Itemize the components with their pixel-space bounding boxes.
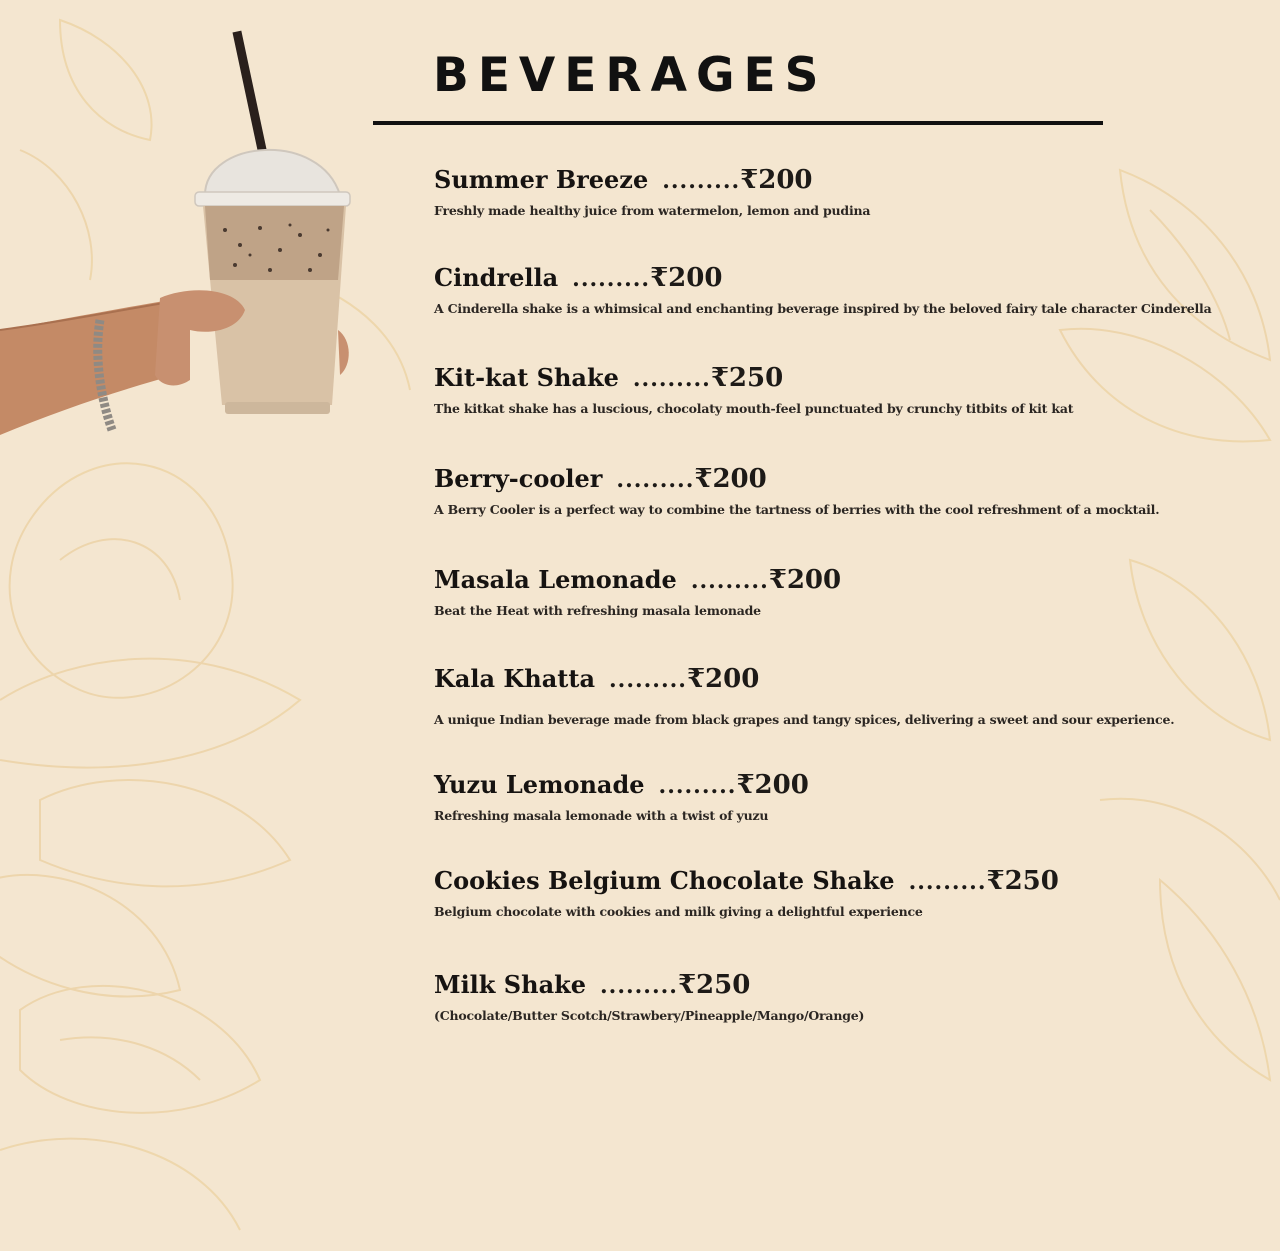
price-leader: ......... <box>616 467 695 493</box>
item-description: A unique Indian beverage made from black grapes and tangy spices, delivering a sweet and sour experience. <box>434 711 1175 727</box>
item-description: Belgium chocolate with cookies and milk giving a delightful experience <box>434 903 923 919</box>
item-description: The kitkat shake has a luscious, chocolaty mouth-feel punctuated by crunchy titbits of kit kat <box>434 400 1074 416</box>
item-description: Refreshing masala lemonade with a twist of yuzu <box>434 807 769 823</box>
item-description: Freshly made healthy juice from watermelon, lemon and pudina <box>434 202 871 218</box>
item-price: ₹250 <box>710 363 784 393</box>
price-leader: ......... <box>572 266 651 292</box>
menu-item <box>434 465 1159 517</box>
item-description: Beat the Heat with refreshing masala lemonade <box>434 602 761 618</box>
item-name: Milk Shake <box>434 970 587 999</box>
item-name: Yuzu Lemonade <box>434 770 645 799</box>
item-price: ₹250 <box>986 866 1059 896</box>
price-leader: ......... <box>632 366 711 392</box>
iced-coffee-cup-icon <box>0 30 360 450</box>
price-leader: ......... <box>600 973 678 999</box>
item-price: ₹250 <box>677 970 751 1000</box>
item-description: (Chocolate/Butter Scotch/Strawbery/Pineapple/Mango/Orange) <box>434 1007 865 1023</box>
item-name: Cookies Belgium Chocolate Shake <box>434 866 895 895</box>
menu-item <box>434 867 1059 919</box>
item-price: ₹200 <box>740 165 813 195</box>
menu-item <box>434 264 1212 316</box>
menu-item <box>434 166 870 218</box>
item-price: ₹200 <box>686 664 760 694</box>
title-divider <box>373 121 1103 125</box>
item-name: Kala Khatta <box>434 664 596 693</box>
menu-item <box>434 364 1073 416</box>
menu-item <box>434 771 809 823</box>
item-name: Masala Lemonade <box>434 565 677 594</box>
item-name: Kit-kat Shake <box>434 363 619 392</box>
price-leader: ......... <box>690 568 769 594</box>
price-leader: ......... <box>658 773 737 799</box>
item-price: ₹200 <box>736 770 809 800</box>
price-leader: ......... <box>609 667 687 693</box>
price-leader: ......... <box>662 168 741 194</box>
price-leader: ......... <box>908 869 987 895</box>
item-name: Berry-cooler <box>434 464 603 493</box>
item-name: Summer Breeze <box>434 165 649 194</box>
item-price: ₹200 <box>650 263 723 293</box>
menu-item <box>434 566 841 618</box>
item-description: A Berry Cooler is a perfect way to combine the tartness of berries with the cool refreshment of a mocktail. <box>434 501 1160 517</box>
menu-item <box>434 665 1174 727</box>
item-description: A Cinderella shake is a whimsical and enchanting beverage inspired by the beloved fairy tale character Cinderella <box>434 300 1212 316</box>
page-title: BEVERAGES <box>433 48 828 103</box>
item-price: ₹200 <box>694 464 767 494</box>
item-name: Cindrella <box>434 263 559 292</box>
item-price: ₹200 <box>768 565 842 595</box>
menu-item <box>434 971 864 1023</box>
